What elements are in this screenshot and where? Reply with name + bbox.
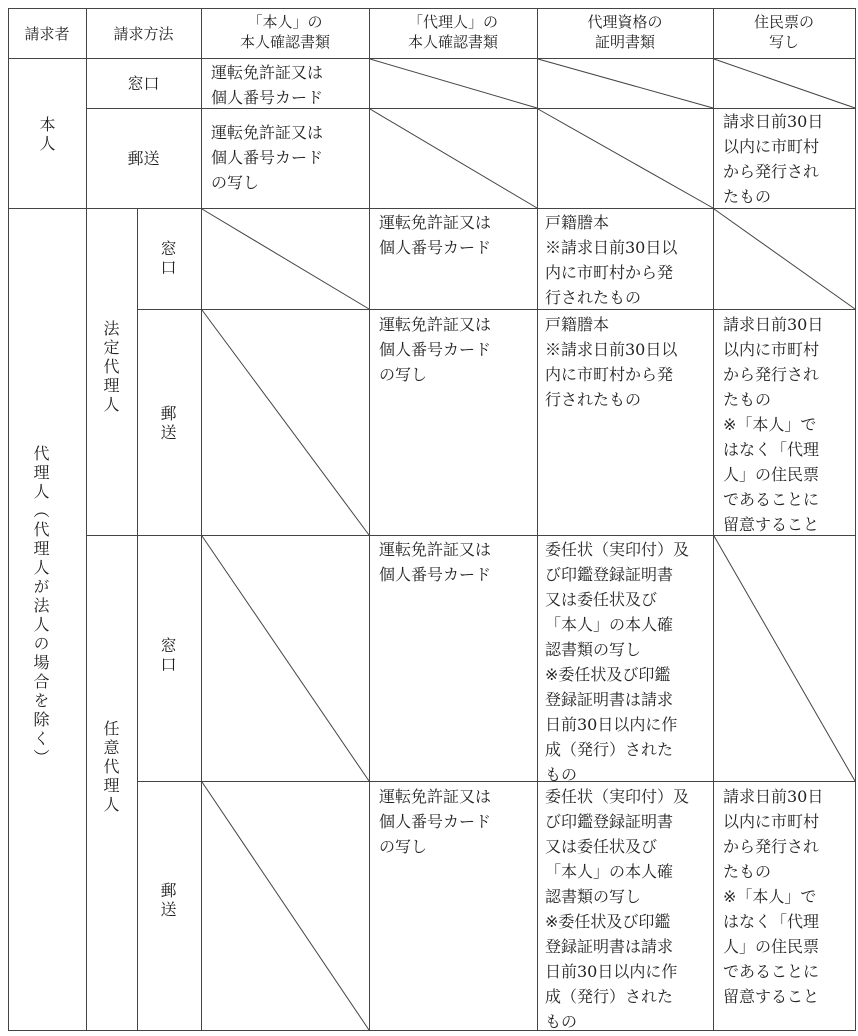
requester-agent: 代理人（代理人が法人の場合を除く） — [31, 445, 50, 768]
voluntary-counter-qualification: 委任状（実印付）及 び印鑑登録証明書 又は委任状及び 「本人」の本人確 認書類の写し ※委任状及び印鑑 登録証明書は請求 日前30日以内に作 成（発行）された もの — [545, 540, 690, 784]
header-method: 請求方法 — [113, 25, 174, 43]
legal-agent-label: 法定代理人 — [101, 320, 120, 415]
requester-principal: 本人 — [37, 116, 56, 154]
legal-mail-agent-id: 運転免許証又は 個人番号カード の写し — [379, 315, 492, 384]
legal-counter-qualification: 戸籍謄本 ※請求日前30日以 内に市町村から発 行されたもの — [545, 213, 678, 307]
method-voluntary-counter: 窓口 — [158, 637, 177, 675]
method-principal-mail: 郵送 — [127, 149, 160, 168]
method-voluntary-mail: 郵送 — [158, 882, 177, 920]
principal-counter-id-docs: 運転免許証又は 個人番号カード — [211, 63, 324, 107]
legal-mail-residence-cert: 請求日前30日 以内に市町村 から発行され たもの ※「本人」で はなく「代理 人」の住民票 であることに 留意すること — [723, 315, 824, 534]
method-legal-mail: 郵送 — [158, 405, 177, 443]
voluntary-counter-agent-id: 運転免許証又は 個人番号カード — [379, 540, 492, 584]
header-requester: 請求者 — [24, 25, 70, 43]
header-residence-certificate: 住民票の 写し — [753, 13, 814, 51]
legal-counter-agent-id: 運転免許証又は 個人番号カード — [379, 213, 492, 257]
voluntary-mail-qualification: 委任状（実印付）及 び印鑑登録証明書 又は委任状及び 「本人」の本人確 認書類の写し ※委任状及び印鑑 登録証明書は請求 日前30日以内に作 成（発行）された もの — [545, 787, 690, 1031]
header-principal-id: 「本人」の 本人確認書類 — [239, 13, 330, 51]
header-agent-id: 「代理人」の 本人確認書類 — [407, 13, 498, 51]
method-legal-counter: 窓口 — [158, 240, 177, 278]
principal-mail-residence-cert: 請求日前30日 以内に市町村 から発行され たもの — [723, 112, 824, 206]
principal-mail-id-docs: 運転免許証又は 個人番号カード の写し — [211, 123, 324, 192]
voluntary-mail-agent-id: 運転免許証又は 個人番号カード の写し — [379, 787, 492, 856]
legal-mail-qualification: 戸籍謄本 ※請求日前30日以 内に市町村から発 行されたもの — [545, 315, 678, 409]
method-principal-counter: 窓口 — [127, 74, 160, 93]
voluntary-mail-residence-cert: 請求日前30日 以内に市町村 から発行され たもの ※「本人」で はなく「代理 人」の住民票 であることに 留意すること — [723, 787, 824, 1006]
header-agent-qualification: 代理資格の 証明書類 — [587, 13, 663, 51]
voluntary-agent-label: 任意代理人 — [101, 720, 120, 815]
